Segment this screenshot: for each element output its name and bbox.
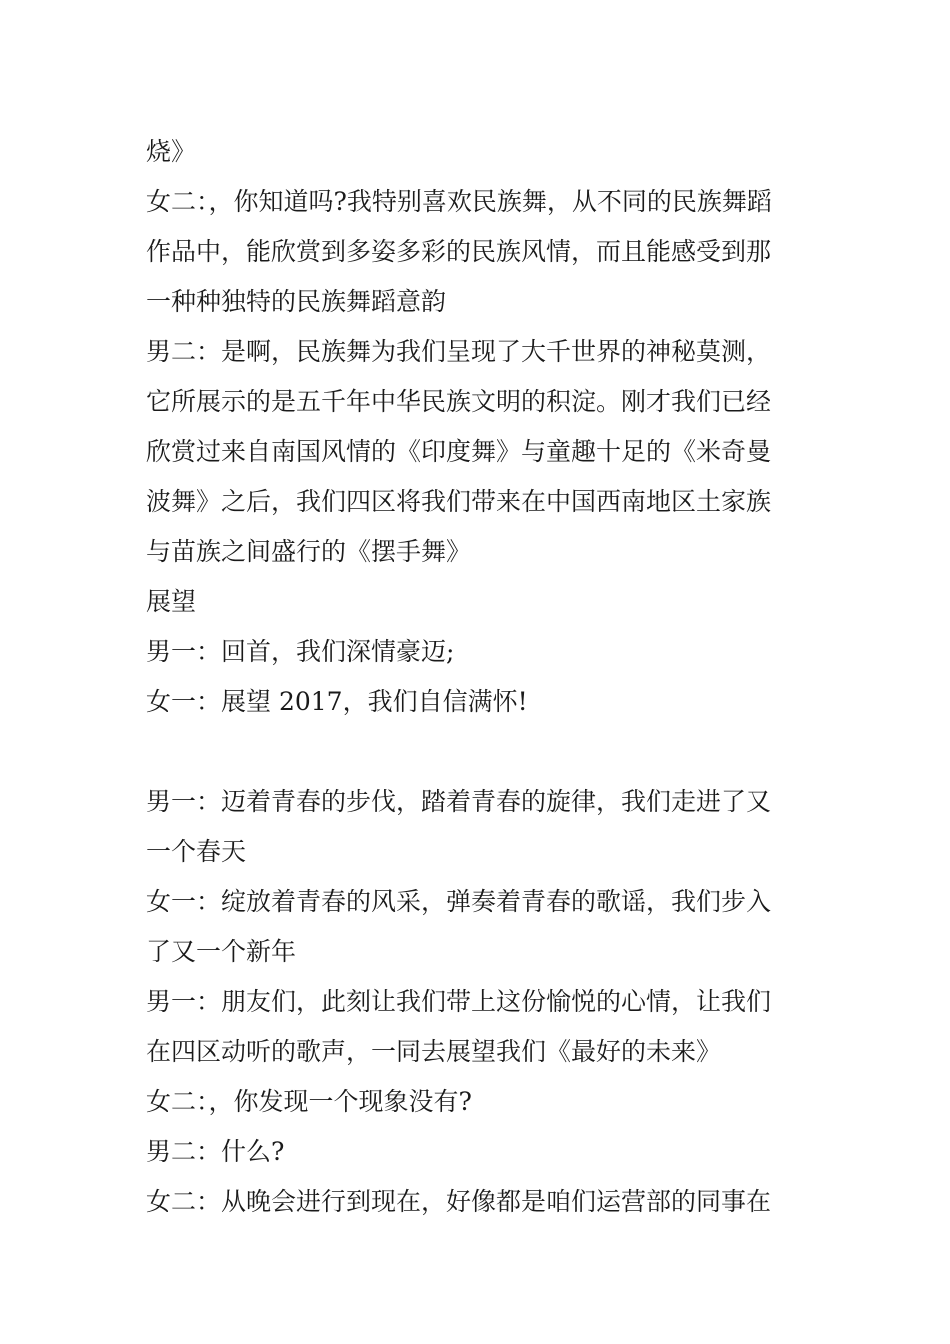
text-line: 在四区动听的歌声，一同去展望我们《最好的未来》 [146, 1037, 722, 1066]
text-line: 欣赏过来自南国风情的《印度舞》与童趣十足的《米奇曼 [146, 437, 772, 466]
text-line: 烧》 [146, 137, 197, 166]
text-line: 女二：，你发现一个现象没有? [146, 1087, 472, 1116]
text-line: 作品中，能欣赏到多姿多彩的民族风情，而且能感受到那 [146, 237, 772, 266]
text-line: 男一：迈着青春的步伐，踏着青春的旋律，我们走进了又 [146, 787, 772, 816]
text-line: 男二：是啊，民族舞为我们呈现了大千世界的神秘莫测， [146, 337, 772, 366]
text-line: 一个春天 [146, 837, 247, 866]
text-line: 女一：展望 2017，我们自信满怀! [146, 687, 528, 716]
text-line: 男二：什么? [146, 1137, 285, 1166]
text-line: 了又一个新年 [146, 937, 297, 966]
text-line: 与苗族之间盛行的《摆手舞》 [146, 537, 472, 566]
text-line: 男一：朋友们，此刻让我们带上这份愉悦的心情，让我们 [146, 987, 772, 1016]
text-line: 波舞》之后，我们四区将我们带来在中国西南地区土家族 [146, 487, 772, 516]
text-line: 它所展示的是五千年中华民族文明的积淀。刚才我们已经 [146, 387, 772, 416]
text-line: 女二：，你知道吗?我特别喜欢民族舞，从不同的民族舞蹈 [146, 187, 772, 216]
text-line: 一种种独特的民族舞蹈意韵 [146, 287, 447, 316]
text-line: 男一：回首，我们深情豪迈; [146, 637, 455, 666]
text-line: 女一：绽放着青春的风采，弹奏着青春的歌谣，我们步入 [146, 887, 772, 916]
text-line: 女二：从晚会进行到现在，好像都是咱们运营部的同事在 [146, 1187, 772, 1216]
section-heading: 展望 [146, 587, 197, 616]
